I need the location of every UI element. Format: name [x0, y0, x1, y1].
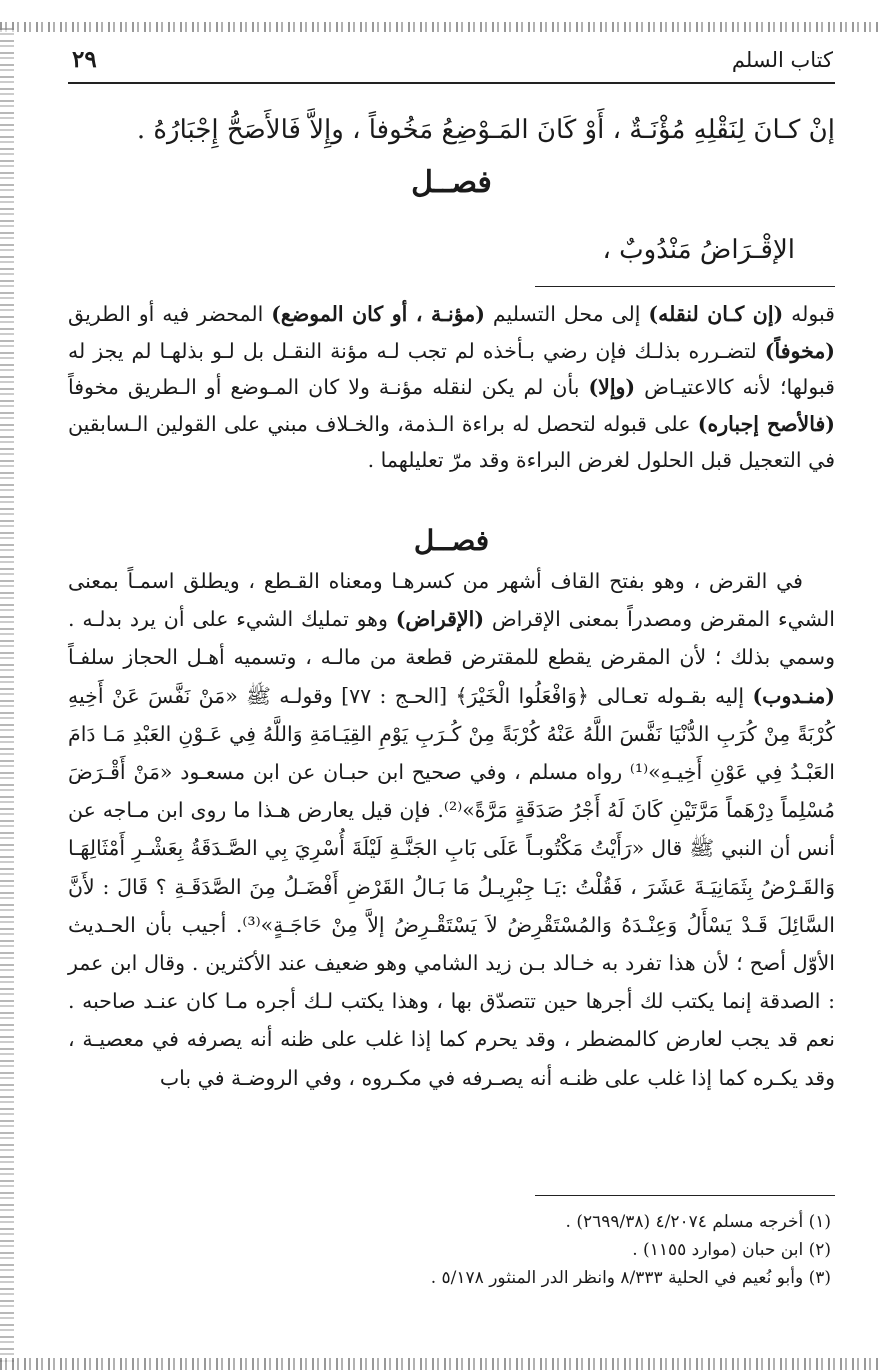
section-heading-2: فصــل	[413, 524, 490, 557]
commentary-paragraph: قبوله (إن كـان لنقله) إلى محل التسليم (مؤنـة ، أو كان الموضع) المحضر فيه أو الطريق (مخوفاً) لتضـرره بذلـك فإن رضي بـأخذه لم تجب لـه مؤنة النقـل بل لـو بذلهـا لم يجز له قبولها؛ لأنه كالاعتيـاض (وإلا) بأن لم يكن لنقله مؤنـة ولا كان المـوضع أو الـطريق مخوفاً (فالأصح إجباره) على قبوله لتحصل له براءة الـذمة، والخـلاف مبني على القولين الـسابقين في التعجيل قبل الحلول لغرض البراءة وقد مرّ تعليلهما .	[68, 302, 835, 473]
book-title: كتاب السلم	[731, 48, 833, 72]
section-heading-1: فصــل	[411, 165, 492, 200]
commentary-block-2	[68, 562, 835, 1097]
matn-line-1: إنْ كـانَ لِنَقْلِهِ مُؤْنَـةٌ ، أَوْ كَانَ المَـوْضِعُ مَخُوفاً ، وإِلاَّ فَالأَصَحُّ إِجْبَارُهُ .	[136, 115, 835, 145]
top-ornamental-border	[0, 22, 879, 32]
commentary-block-1	[68, 296, 835, 479]
footnote-2: (٢) ابن حبان (موارد ١١٥٥) .	[632, 1240, 831, 1260]
footnote-3: (٣) وأبو نُعيم في الحلية ٨/٣٣٣ وانظر الدر المنثور ٥/١٧٨ .	[430, 1268, 831, 1288]
footnote-divider	[535, 1195, 835, 1196]
page-number: ٢٩	[72, 46, 97, 73]
footnote-1: (١) أخرجه مسلم ٤/٢٠٧٤ (٢٦٩٩/٣٨) .	[565, 1212, 831, 1232]
matn-line-2: الإقْـرَاضُ مَنْدُوبٌ ،	[602, 235, 795, 265]
left-ornamental-border	[0, 28, 14, 1362]
matn-divider	[68, 286, 835, 288]
commentary-paragraph: في القرض ، وهو بفتح القاف أشهر من كسرهـا ومعناه القـطع ، ويطلق اسمـاً بمعنى الشيء المقرض ومصدراً بمعنى الإقراض (الإقراض) وهو تمليك الشيء على أن يرد بدلـه . وسمي بذلك ؛ لأن المقرض يقطع للمقترض قطعة من مالـه ، وتسميه أهـل الحجاز سلفـاً (منـدوب) إليه بقـوله تعـالى ﴿وَافْعَلُوا الْخَيْرَ﴾ [الحـج : ٧٧] وقولـه ﷺ «مَنْ نَفَّسَ عَنْ أَخِيهِ كُرْبَةً مِنْ كُرَبِ الدُّنْيَا نَفَّسَ اللَّهُ عَنْهُ كُرْبَةً مِنْ كُـرَبِ يَوْمِ القِيَـامَةِ وَاللَّهُ فِي عَـوْنِ العَبْدِ مَـا دَامَ العَبْـدُ فِي عَوْنِ أَخِيـهِ»⁽¹⁾ رواه مسلم ، وفي صحيح ابن حبـان عن ابن مسعـود «مَنْ أَقْـرَضَ مُسْلِماً دِرْهَماً مَرَّتَيْنِ كَانَ لَهُ أَجْرُ صَدَقَةٍ مَرَّةً»⁽²⁾. فإن قيل يعارض هـذا ما روى ابن مـاجه عن أنس أن النبي ﷺ قال «رَأَيْتُ مَكْتُوبـاً عَلَى بَابِ الجَنَّـةِ لَيْلَةَ أُسْرِيَ بِي الصَّـدَقَةُ بِعَشْـرِ أَمْثَالِهَـا وَالقَـرْضُ بِثَمَانِيَـةَ عَشَرَ ، فَقُلْتُ :يَـا جِبْرِيـلُ مَا بَـالُ القَرْضِ أَفْضَـلُ مِنَ الصَّدَقَـةِ ؟ قَالَ : لأَنَّ السَّائِلَ قَـدْ يَسْأَلُ وَعِنْـدَهُ وَالمُسْتَقْرِضُ لاَ يَسْتَقْـرِضُ إلاَّ مِنْ حَاجَـةٍ»⁽³⁾. أجيب بأن الحـديث الأوّل أصح ؛ لأن هذا تفرد به خـالد بـن زيد الشامي وهو ضعيف عند الأكثرين . وقال ابن عمر : الصدقة إنما يكتب لك أجرها حين تتصدّق بها ، وهذا يكتب لـك أجره مـا كان عنـد صاحبه . نعم قد يجب لعارض كالمضطر ، وقد يحرم كما إذا غلب على ظنه أنه يصرفه في معصيـة ، وقد يكـره كما إذا غلب على ظنـه أنه يصـرفه في مكـروه ، وفي الروضـة في باب	[68, 569, 836, 1090]
bottom-ornamental-border	[0, 1358, 879, 1370]
page-header	[68, 46, 835, 84]
footnotes	[68, 1208, 831, 1292]
